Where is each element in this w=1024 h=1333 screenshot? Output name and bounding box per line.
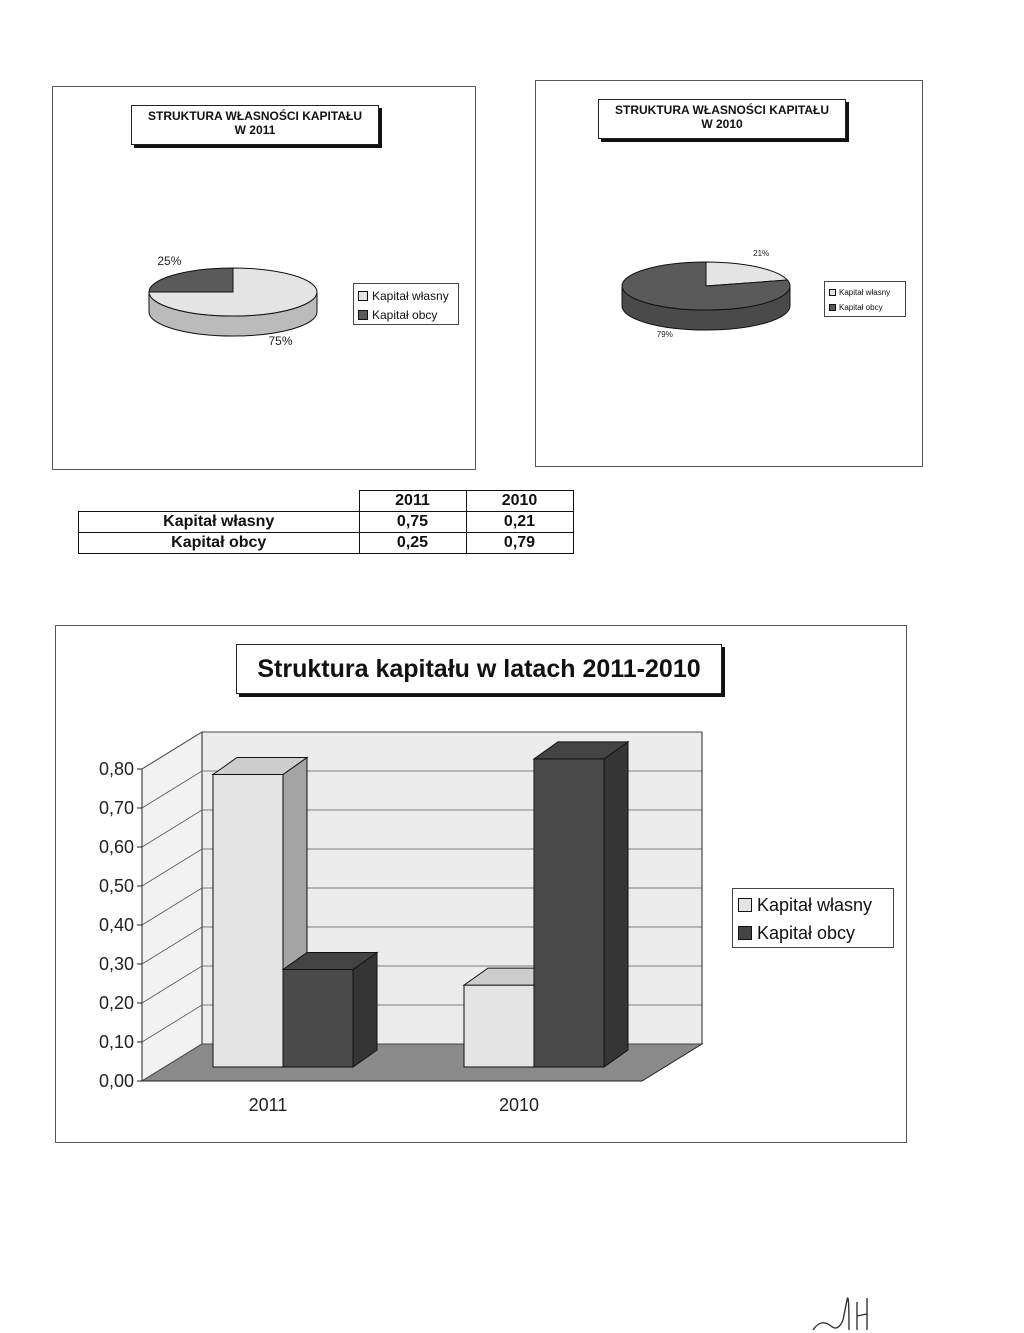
legend-item-own-capital: Kapitał własny [829, 285, 905, 300]
cell-foreign-2011: 0,25 [359, 533, 466, 554]
cell-own-2010: 0,21 [466, 512, 573, 533]
bar-chart-plot [56, 626, 906, 1142]
bar-front-face [213, 775, 283, 1068]
pie-chart-2010-panel [535, 80, 923, 467]
bar-front-face [283, 970, 353, 1068]
y-tick-label: 0,80 [98, 759, 134, 779]
y-tick-label: 0,50 [98, 876, 134, 896]
table-header-row [79, 491, 574, 512]
pie-label-small-slice: 21% [753, 248, 770, 258]
bar-foreign-capital-2010 [534, 742, 628, 1067]
legend-item-own-capital: Kapitał własny [738, 891, 893, 919]
bar-front-face [464, 985, 534, 1067]
pie-slice-foreign-capital [149, 268, 233, 292]
pie-2010-plot [576, 246, 836, 356]
legend-item-own-capital: Kapitał własny [358, 286, 458, 305]
pie-2011-legend [353, 283, 459, 325]
legend-swatch-foreign-capital [358, 310, 368, 320]
legend-swatch-foreign-capital [829, 304, 836, 311]
row-label-foreign-capital: Kapitał obcy [79, 533, 360, 554]
handwritten-signature [805, 1280, 885, 1333]
pie-chart-2011-panel [52, 86, 476, 470]
bar-side-face [353, 953, 377, 1068]
table-row [79, 512, 574, 533]
table-row [79, 533, 574, 554]
bar-foreign-capital-2011 [283, 953, 377, 1068]
bar-chart-title: Struktura kapitału w latach 2011-2010 [236, 644, 722, 694]
y-tick-label: 0,60 [98, 837, 134, 857]
pie-label-large-slice: 79% [656, 329, 673, 339]
cell-own-2011: 0,75 [359, 512, 466, 533]
legend-swatch-own-capital [829, 289, 836, 296]
row-label-own-capital: Kapitał własny [79, 512, 360, 533]
pie-label-small-slice: 25% [157, 254, 182, 269]
legend-swatch-own-capital [358, 291, 368, 301]
legend-item-foreign-capital: Kapitał obcy [738, 919, 893, 947]
bar-front-face [534, 759, 604, 1067]
x-tick-label-2010: 2010 [498, 1095, 540, 1115]
cell-foreign-2010: 0,79 [466, 533, 573, 554]
legend-item-foreign-capital: Kapitał obcy [358, 305, 458, 324]
y-tick-label: 0,30 [98, 954, 134, 974]
table-header-2010: 2010 [466, 491, 573, 512]
y-tick-label: 0,40 [98, 915, 134, 935]
bar-chart-legend [732, 888, 894, 948]
y-tick-label: 0,70 [98, 798, 134, 818]
pie-2010-title: STRUKTURA WŁASNOŚCI KAPITAŁU W 2010 [598, 99, 846, 139]
pie-2011-title: STRUKTURA WŁASNOŚCI KAPITAŁU W 2011 [131, 105, 379, 145]
bar-chart-panel [55, 625, 907, 1143]
pie-label-large-slice: 75% [268, 333, 293, 348]
pie-2010-legend [824, 281, 906, 317]
pie-2011-plot [103, 252, 363, 362]
table-header-2011: 2011 [359, 491, 466, 512]
y-tick-label: 0,00 [98, 1071, 134, 1091]
bar-side-face [604, 742, 628, 1067]
y-tick-label: 0,20 [98, 993, 134, 1013]
legend-swatch-own-capital [738, 898, 752, 912]
x-tick-label-2011: 2011 [248, 1095, 288, 1115]
y-tick-label: 0,10 [98, 1032, 134, 1052]
legend-item-foreign-capital: Kapitał obcy [829, 300, 905, 315]
capital-data-table [78, 490, 574, 554]
legend-swatch-foreign-capital [738, 926, 752, 940]
